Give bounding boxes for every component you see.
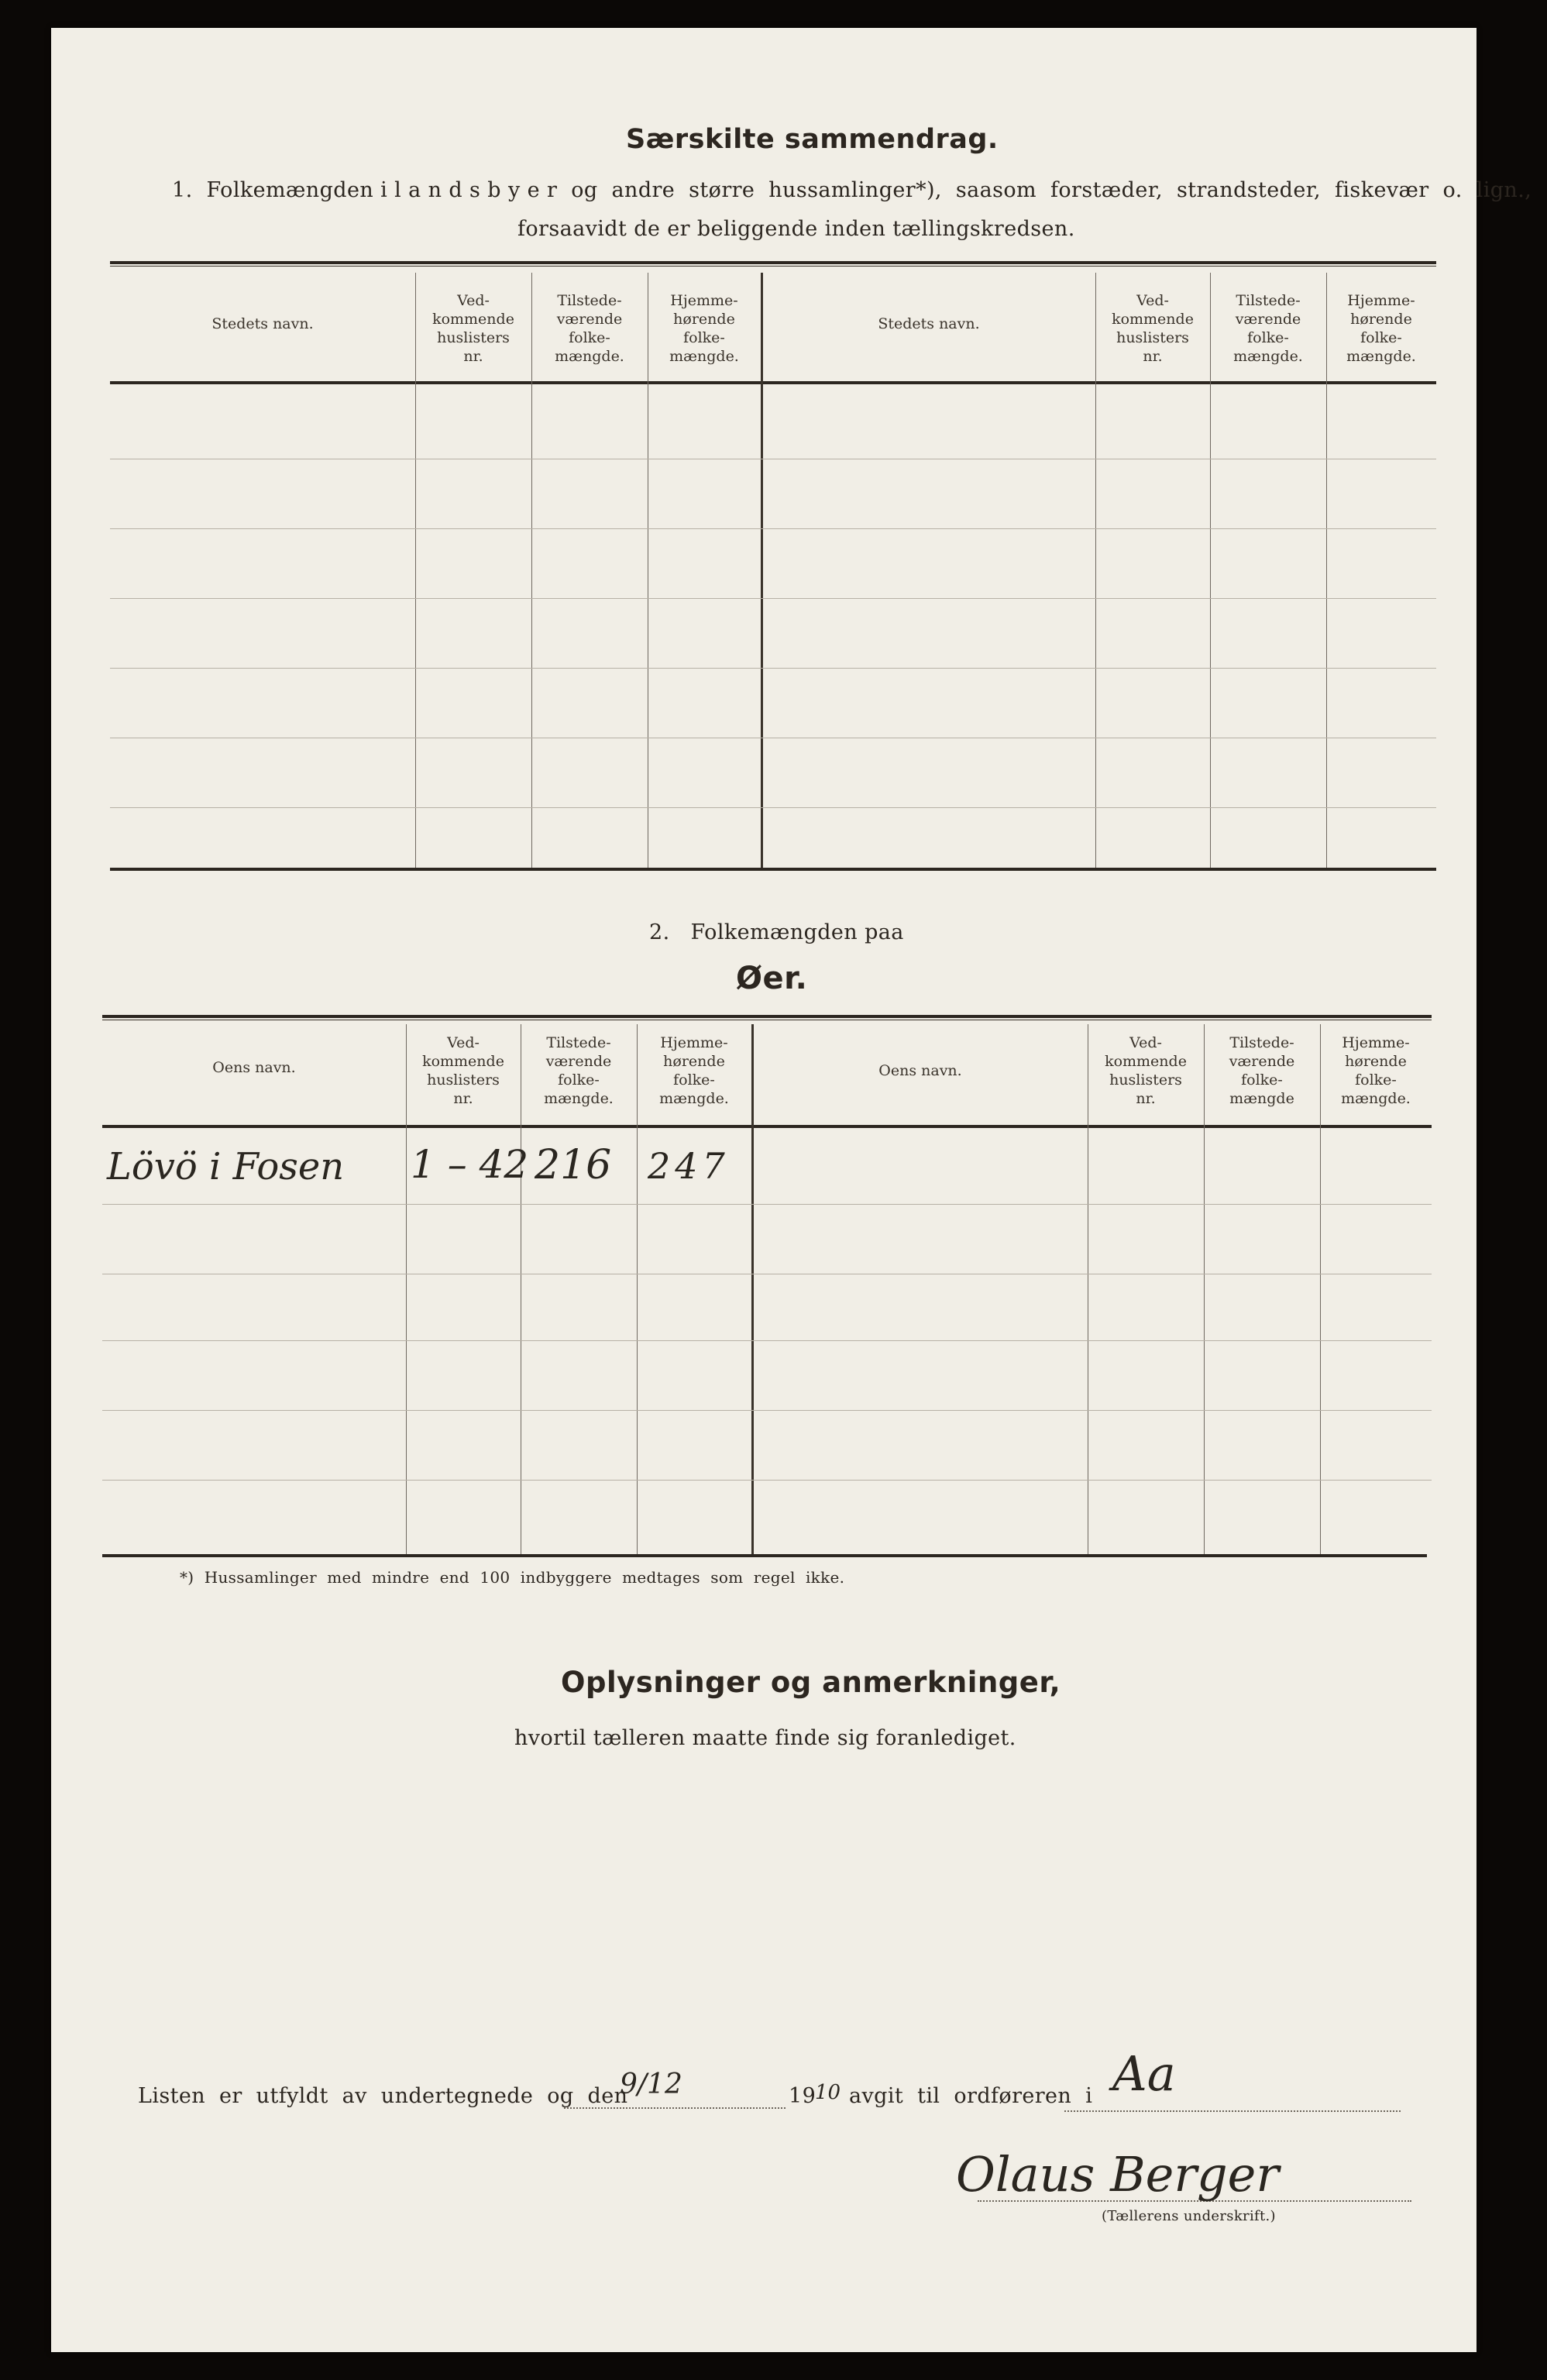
page-title: Særskilte sammendrag. xyxy=(626,124,999,155)
s2-header-list-nr-right: Ved- kommende huslisters nr. xyxy=(1105,1034,1187,1107)
s1-header-list-nr-left: Ved- kommende huslisters nr. xyxy=(432,292,514,365)
s2-header-resident-right: Hjemme- hørende folke- mængde. xyxy=(1341,1034,1411,1107)
present-population-cell: 216 xyxy=(535,1142,612,1188)
island-name-cell: Lövö i Fosen xyxy=(107,1145,345,1188)
s1-header-place-left: Stedets navn. xyxy=(211,315,314,332)
section1-line1: 1. Folkemængden i l a n d s b y e r og andre større hussamlinger*), saasom forstæder, strandsteder, fiskevær o. lign., xyxy=(172,178,1532,202)
enumerator-signature: Olaus Berger xyxy=(956,2146,1279,2203)
section2-heading: 2. Folkemængden paa xyxy=(649,920,904,944)
s1-header-present-left: Tilstede- værende folke- mængde. xyxy=(555,292,624,365)
s1-header-list-nr-right: Ved- kommende huslisters nr. xyxy=(1112,292,1194,365)
s1-header-resident-right: Hjemme- hørende folke- mængde. xyxy=(1346,292,1416,365)
resident-population-cell: 247 xyxy=(648,1145,730,1187)
s2-header-resident-left: Hjemme- hørende folke- mængde. xyxy=(659,1034,729,1107)
municipality-field: Aa xyxy=(1112,2045,1176,2102)
s1-header-present-right: Tilstede- værende folke- mængde. xyxy=(1233,292,1303,365)
census-form-page xyxy=(51,28,1477,2352)
list-nr-cell: 1 – 42 xyxy=(411,1142,529,1187)
year-suffix: 10 xyxy=(815,2081,841,2104)
signature-line-text-2: avgit til ordføreren i xyxy=(849,2084,1093,2108)
s2-header-present-right: Tilstede- værende folke- mængde xyxy=(1229,1034,1295,1107)
footnote: *) Hussamlinger med mindre end 100 indbyggere medtages som regel ikke. xyxy=(180,1568,845,1587)
section2-heading-big: Øer. xyxy=(736,961,808,996)
remarks-title: Oplysninger og anmerkninger, xyxy=(561,1666,1061,1699)
s1-header-place-right: Stedets navn. xyxy=(878,315,980,332)
remarks-subtitle: hvortil tælleren maatte finde sig foranlediget. xyxy=(514,1726,1016,1750)
s2-header-present-left: Tilstede- værende folke- mængde. xyxy=(544,1034,614,1107)
s2-header-island-right: Oens navn. xyxy=(878,1062,962,1079)
section1-line2: forsaavidt de er beliggende inden tællingskredsen. xyxy=(517,217,1075,241)
year-prefix: 19 xyxy=(789,2084,816,2108)
s2-header-list-nr-left: Ved- kommende huslisters nr. xyxy=(422,1034,504,1107)
s1-header-resident-left: Hjemme- hørende folke- mængde. xyxy=(669,292,739,365)
s2-header-island-left: Oens navn. xyxy=(212,1059,296,1076)
date-field: 9/12 xyxy=(620,2069,682,2100)
signature-caption: (Tællerens underskrift.) xyxy=(1102,2208,1276,2224)
signature-line-text-1: Listen er utfyldt av undertegnede og den xyxy=(138,2084,628,2108)
